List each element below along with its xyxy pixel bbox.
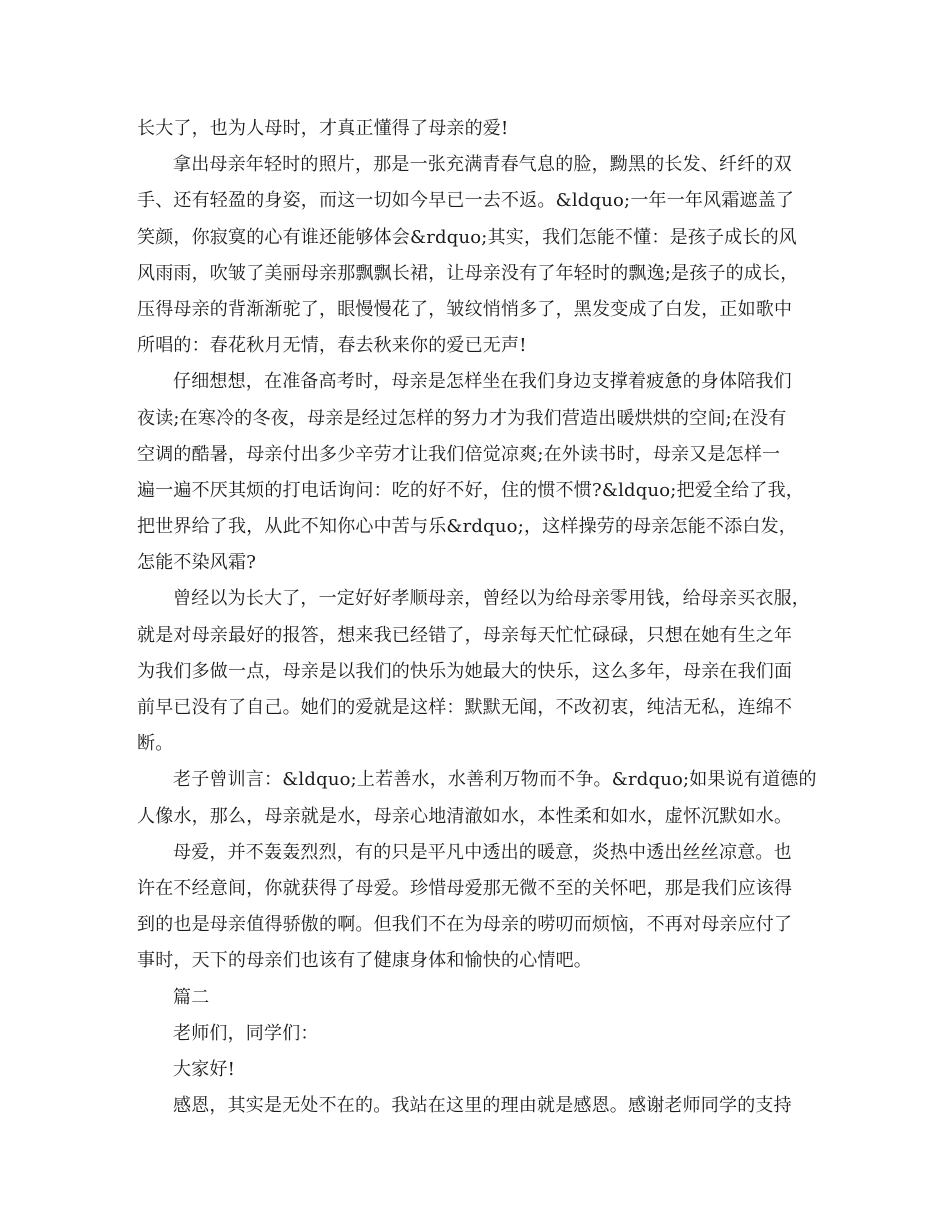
document-body: [137, 111, 827, 1124]
text-line: 所唱的：春花秋月无情，春去秋来你的爱已无声!: [137, 335, 527, 357]
text-line: 长大了，也为人母时，才真正懂得了母亲的爱!: [137, 118, 509, 139]
text-line: 遍一遍不厌其烦的打电话询问：吃的好不好，住的惯不惯?&ldquo;把爱全给了我，: [137, 479, 804, 501]
text-line: 仔细想想，在准备高考时，母亲是怎样坐在我们身边支撑着疲惫的身体陪我们: [173, 371, 792, 393]
text-line: 怎能不染风霜?: [137, 552, 257, 574]
text-line: 笑颜，你寂寞的心有谁还能够体会&rdquo;其实，我们怎能不懂：是孩子成长的风: [137, 226, 797, 248]
text-line: 老子曾训言：&ldquo;上若善水，水善利万物而不争。&rdquo;如果说有道德的: [173, 769, 817, 791]
text-line: 把世界给了我，从此不知你心中苦与乐&rdquo;，这样操劳的母亲怎能不添白发，: [137, 516, 797, 538]
text-line: 手、还有轻盈的身姿，而这一切如今早已一去不返。&ldquo;一年一年风霜遮盖了: [137, 190, 795, 212]
text-line: 母爱，并不轰轰烈烈，有的只是平凡中透出的暖意，炎热中透出丝丝凉意。也: [173, 841, 792, 863]
text-line: 感恩，其实是无处不在的。我站在这里的理由就是感恩。感谢老师同学的支持: [173, 1095, 792, 1117]
text-line: 夜读;在寒冷的冬夜，母亲是经过怎样的努力才为我们营造出暖烘烘的空间;在没有: [137, 407, 787, 429]
text-line: 老师们，同学们：: [173, 1022, 319, 1044]
text-line: 就是对母亲最好的报答，想来我已经错了，母亲每天忙忙碌碌，只想在她有生之年: [137, 624, 793, 646]
text-line: 压得母亲的背渐渐驼了，眼慢慢花了，皱纹悄悄多了，黑发变成了白发，正如歌中: [137, 298, 793, 320]
text-line: 前早已没有了自己。她们的爱就是这样：默默无闻，不改初衷，纯洁无私，连绵不: [137, 697, 793, 718]
text-line: 风雨雨，吹皱了美丽母亲那飘飘长裙，让母亲没有了年轻时的飘逸;是孩子的成长，: [137, 262, 799, 284]
text-line: 许在不经意间，你就获得了母爱。珍惜母爱那无微不至的关怀吧，那是我们应该得: [137, 877, 793, 899]
text-line: 到的也是母亲值得骄傲的啊。但我们不在为母亲的唠叨而烦恼，不再对母亲应付了: [137, 914, 793, 936]
text-line: 为我们多做一点，母亲是以我们的快乐为她最大的快乐，这么多年，母亲在我们面: [137, 660, 793, 682]
text-line: 拿出母亲年轻时的照片，那是一张充满青春气息的脸，黝黑的长发、纤纤的双: [173, 154, 792, 176]
text-line: 曾经以为长大了，一定好好孝顺母亲，曾经以为给母亲零用钱，给母亲买衣服，: [173, 588, 810, 610]
text-line: 事时，天下的母亲们也该有了健康身体和愉快的心情吧。: [137, 950, 592, 972]
text-line: 大家好!: [173, 1058, 236, 1080]
text-line: 断。: [137, 733, 174, 755]
text-line: 篇二: [173, 986, 210, 1008]
text-line: 人像水，那么，母亲就是水，母亲心地清澈如水，本性柔和如水，虚怀沉默如水。: [137, 805, 793, 827]
text-line: 空调的酷暑，母亲付出多少辛劳才让我们倍觉凉爽;在外读书时，母亲又是怎样一: [137, 443, 781, 465]
